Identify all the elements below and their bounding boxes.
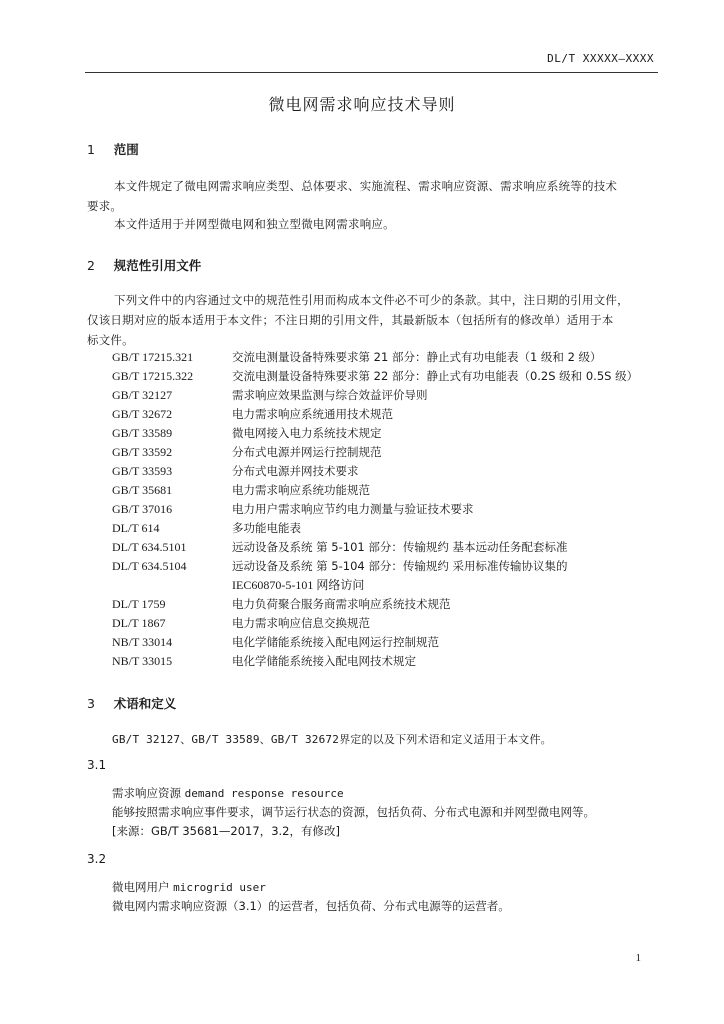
reference-list <box>112 348 657 671</box>
reference-item <box>112 633 657 652</box>
term-name-en: microgrid user <box>173 881 266 894</box>
term-source: [来源：GB/T 35681—2017，3.2，有修改] <box>112 824 340 838</box>
scope-text: 本文件适用于并网型微电网和独立型微电网需求响应。 <box>114 217 395 231</box>
terms-intro: GB/T 32127、GB/T 33589、GB/T 32672界定的以及下列术语和定义适用于本文件。 <box>112 733 552 746</box>
term-name <box>112 784 657 803</box>
reference-code: DL/T 614 <box>112 521 160 535</box>
scope-paragraph-2 <box>87 214 657 234</box>
reference-title: 电化学储能系统接入配电网技术规定 <box>232 654 416 668</box>
section-2-heading <box>87 256 201 274</box>
reference-title-block <box>232 557 657 595</box>
reference-code: GB/T 17215.322 <box>112 369 194 383</box>
reference-code: GB/T 37016 <box>112 502 173 516</box>
reference-code: GB/T 32672 <box>112 407 173 421</box>
reference-code: NB/T 33014 <box>112 635 173 649</box>
section-number: 2 <box>87 258 95 273</box>
reference-title: 交流电测量设备特殊要求第 22 部分：静止式有功电能表（0.2S 级和 0.5S 级） <box>232 369 639 383</box>
reference-title: 分布式电源并网技术要求 <box>232 464 359 478</box>
reference-code: GB/T 17215.321 <box>112 350 194 364</box>
reference-item <box>112 443 657 462</box>
reference-item <box>112 386 657 405</box>
header-rule <box>85 72 658 73</box>
reference-title: 电力负荷聚合服务商需求响应系统技术规范 <box>232 597 451 611</box>
reference-item <box>112 652 657 671</box>
reference-code: GB/T 32127 <box>112 388 173 402</box>
term-name-cn: 需求响应资源 <box>112 786 181 800</box>
scope-paragraph-1 <box>87 176 657 216</box>
term-name-en: demand response resource <box>184 787 344 800</box>
term-definition: 微电网内需求响应资源（3.1）的运营者，包括负荷、分布式电源等的运营者。 <box>112 899 510 913</box>
reference-code: NB/T 33015 <box>112 654 173 668</box>
reference-item <box>112 405 657 424</box>
reference-code: GB/T 33593 <box>112 464 173 478</box>
reference-code: GB/T 33589 <box>112 426 173 440</box>
reference-title: 远动设备及系统 第 5-104 部分：传输规约 采用标准传输协议集的 <box>232 559 568 573</box>
intro-line-3: 标文件。 <box>87 333 134 347</box>
section-title: 规范性引用文件 <box>113 258 202 273</box>
reference-code: DL/T 634.5104 <box>112 559 187 573</box>
reference-code: GB/T 33592 <box>112 445 173 459</box>
reference-item <box>112 424 657 443</box>
section-number: 3 <box>87 696 95 711</box>
section-title: 范围 <box>113 142 139 157</box>
reference-title: 分布式电源并网运行控制规范 <box>232 445 382 459</box>
reference-item <box>112 367 657 386</box>
section-title: 术语和定义 <box>113 696 177 711</box>
reference-code: DL/T 1759 <box>112 597 166 611</box>
term-name-cn: 微电网用户 <box>112 880 170 894</box>
reference-title: 多功能电能表 <box>232 521 301 535</box>
term-name <box>112 878 657 897</box>
term-3-2 <box>112 878 657 916</box>
reference-title: 需求响应效果监测与综合效益评价导则 <box>232 388 428 402</box>
section-3-heading <box>87 694 176 712</box>
term-3-1 <box>112 784 657 841</box>
reference-title: 交流电测量设备特殊要求第 21 部分：静止式有功电能表（1 级和 2 级） <box>232 350 602 364</box>
reference-item <box>112 462 657 481</box>
document-code: DL/T XXXXX—XXXX <box>547 52 654 65</box>
references-intro <box>87 290 657 350</box>
reference-item <box>112 519 657 538</box>
reference-code: GB/T 35681 <box>112 483 173 497</box>
section-number: 1 <box>87 142 95 157</box>
reference-title-continuation: IEC60870-5-101 网络访问 <box>232 578 365 592</box>
reference-item <box>112 500 657 519</box>
reference-title: 电力用户需求响应节约电力测量与验证技术要求 <box>232 502 474 516</box>
intro-line-2: 仅该日期对应的版本适用于本文件；不注日期的引用文件，其最新版本（包括所有的修改单）适用于本 <box>87 313 614 327</box>
reference-title: 电化学储能系统接入配电网运行控制规范 <box>232 635 439 649</box>
scope-text-line-2: 要求。 <box>87 199 123 213</box>
reference-item <box>112 348 657 367</box>
reference-title: 微电网接入电力系统技术规定 <box>232 426 382 440</box>
reference-item <box>112 538 657 557</box>
reference-title: 电力需求响应系统功能规范 <box>232 483 370 497</box>
reference-title: 电力需求响应系统通用技术规范 <box>232 407 393 421</box>
section-1-heading <box>87 140 139 158</box>
reference-item <box>112 557 657 595</box>
reference-code: DL/T 634.5101 <box>112 540 187 554</box>
intro-line-1: 下列文件中的内容通过文中的规范性引用而构成本文件必不可少的条款。其中，注日期的引用文件， <box>114 293 629 307</box>
reference-item <box>112 481 657 500</box>
reference-code: DL/T 1867 <box>112 616 166 630</box>
term-number: 3.2 <box>87 852 107 866</box>
reference-title: 远动设备及系统 第 5-101 部分：传输规约 基本远动任务配套标准 <box>232 540 568 554</box>
term-definition: 能够按照需求响应事件要求，调节运行状态的资源，包括负荷、分布式电源和并网型微电网等。 <box>112 805 595 819</box>
reference-item <box>112 614 657 633</box>
document-title: 微电网需求响应技术导则 <box>268 95 456 114</box>
scope-text-line-1: 本文件规定了微电网需求响应类型、总体要求、实施流程、需求响应资源、需求响应系统等的技术 <box>114 179 618 193</box>
term-number: 3.1 <box>87 758 107 772</box>
page-number: 1 <box>635 952 641 964</box>
reference-item <box>112 595 657 614</box>
reference-title: 电力需求响应信息交换规范 <box>232 616 370 630</box>
